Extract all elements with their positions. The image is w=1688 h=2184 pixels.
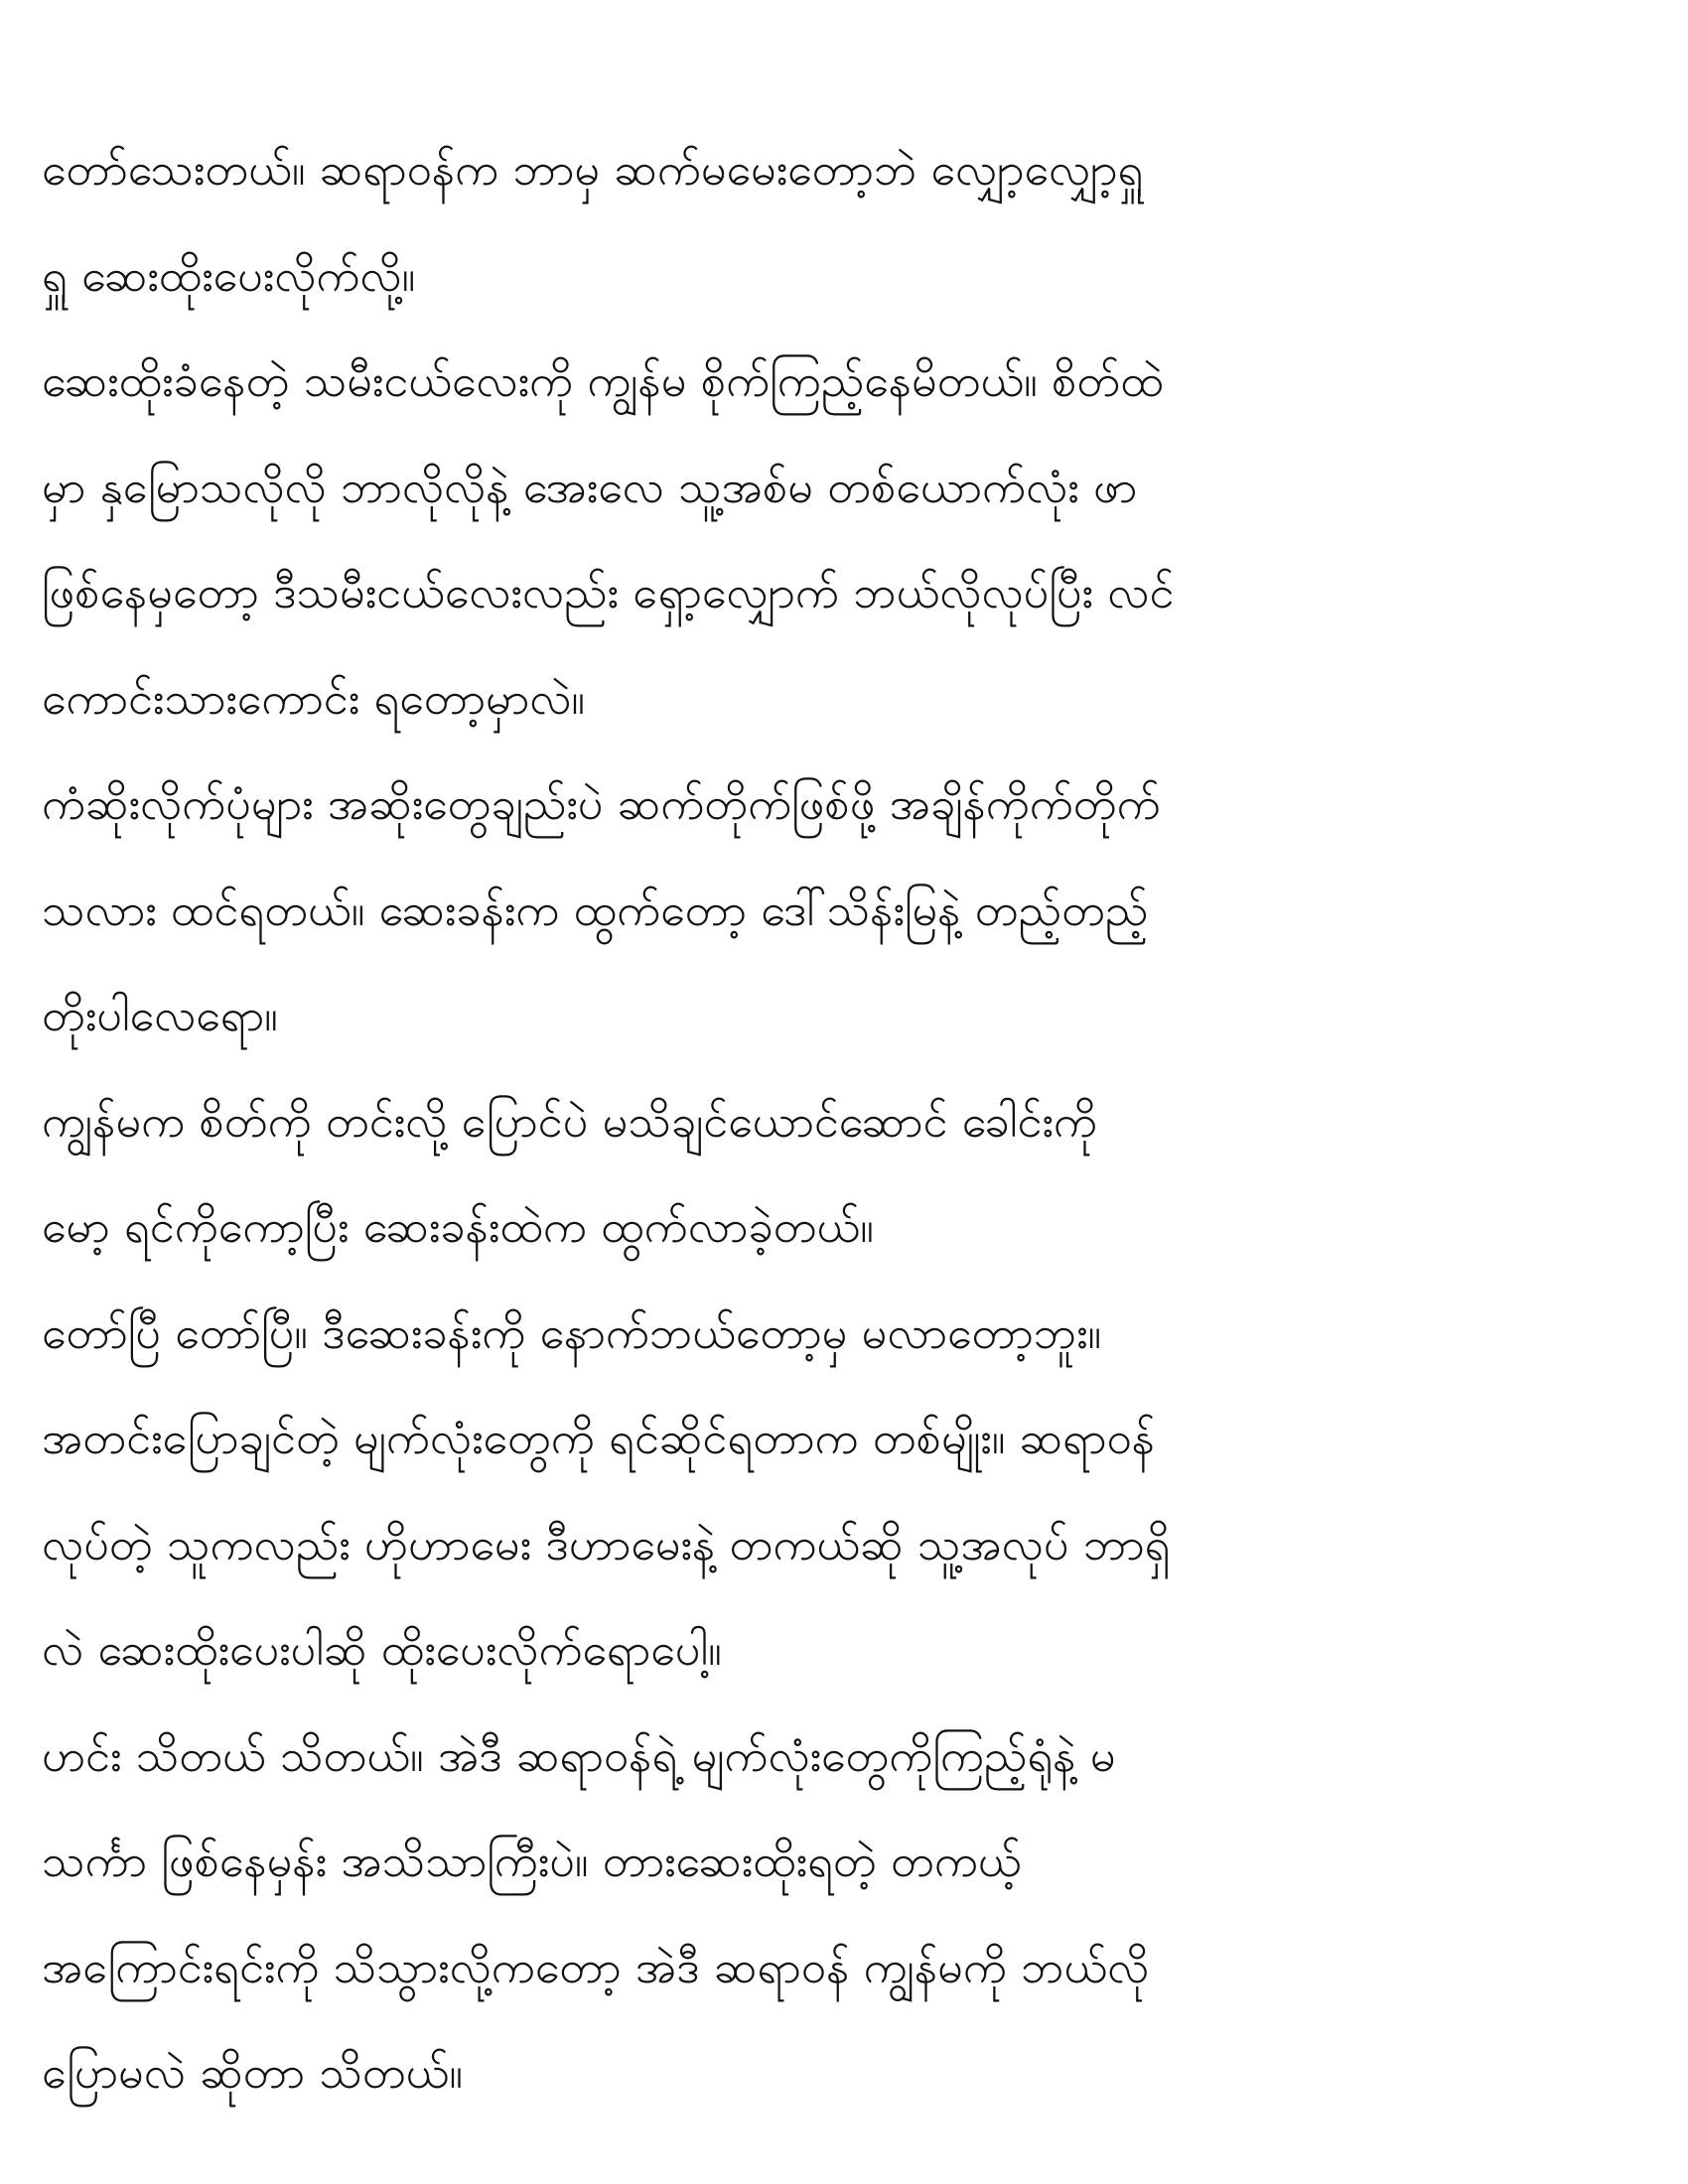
text-line-17: သင်္ကာ ဖြစ်နေမှန်း အသိသာကြီးပဲ။ တားဆေးထိုးရတဲ့ တကယ့် [42, 1835, 1022, 1887]
text-line-2: ရှူ ဆေးထိုးပေးလိုက်လို့။ [42, 248, 416, 302]
text-line-16: ဟင်း သိတယ် သိတယ်။ အဲဒီ ဆရာဝန်ရဲ့ မျက်လုံးတွေကိုကြည့်ရုံနဲ့ မ [42, 1728, 1116, 1782]
text-line-15: လဲ ဆေးထိုးပေးပါဆို ထိုးပေးလိုက်ရောပေါ့။ [42, 1623, 722, 1676]
text-line-12: တော်ပြီ တော်ပြီ။ ဒီဆေးခန်းကို နောက်ဘယ်တော့မှ မလာတော့ဘူး။ [42, 1305, 1102, 1359]
text-line-18: အကြောင်းရင်းကို သိသွားလို့ကတော့ အဲဒီ ဆရာဝန် ကျွန်မကို ဘယ်လို [42, 1940, 1150, 1993]
text-line-3: ဆေးထိုးခံနေတဲ့ သမီးငယ်လေးကို ကျွန်မ စိုက်ကြည့်နေမိတယ်။ စိတ်ထဲ [42, 354, 1164, 407]
text-line-4: မှာ နှမြောသလိုလို ဘာလိုလိုနဲ့ အေးလေ သူ့အစ်မ တစ်ယောက်လုံး ဖာ [42, 460, 1138, 513]
text-line-19: ပြောမလဲ ဆိုတာ သိတယ်။ [42, 2046, 463, 2099]
text-line-10: ကျွန်မက စိတ်ကို တင်းလို့ ပြောင်ပဲ မသိချင်ယောင်ဆောင် ခေါင်းကို [42, 1094, 1097, 1148]
text-line-5: ဖြစ်နေမှတော့ ဒီသမီးငယ်လေးလည်း ရှော့လျှောက် ဘယ်လိုလုပ်ပြီး လင် [42, 566, 1175, 618]
text-line-14: လုပ်တဲ့ သူကလည်း ဟိုဟာမေး ဒီဟာမေးနဲ့ တကယ်ဆို သူ့အလုပ် ဘာရှိ [42, 1517, 1171, 1570]
body-text [42, 117, 1646, 2126]
text-line-9: တိုးပါလေရော။ [42, 989, 278, 1041]
text-line-1: တော်သေးတယ်။ ဆရာဝန်က ဘာမှ ဆက်မမေးတော့ဘဲ လျှော့လျှော့ရှူ [42, 143, 1144, 196]
text-line-8: သလား ထင်ရတယ်။ ဆေးခန်းက ထွက်တော့ ဒေါ်သိန်းမြနဲ့ တည့်တည့် [42, 883, 1149, 936]
text-line-7: ကံဆိုးလိုက်ပုံများ အဆိုးတွေချည်းပဲ ဆက်တိုက်ဖြစ်ဖို့ အချိန်ကိုက်တိုက် [42, 777, 1161, 830]
text-line-13: အတင်းပြောချင်တဲ့ မျက်လုံးတွေကို ရင်ဆိုင်ရတာက တစ်မျိုး။ ဆရာဝန် [42, 1412, 1156, 1464]
text-line-11: မော့ ရင်ကိုကော့ပြီး ဆေးခန်းထဲက ထွက်လာခဲ့တယ်။ [42, 1200, 874, 1253]
text-line-6: ကောင်းသားကောင်း ရတော့မှာလဲ။ [42, 671, 586, 725]
